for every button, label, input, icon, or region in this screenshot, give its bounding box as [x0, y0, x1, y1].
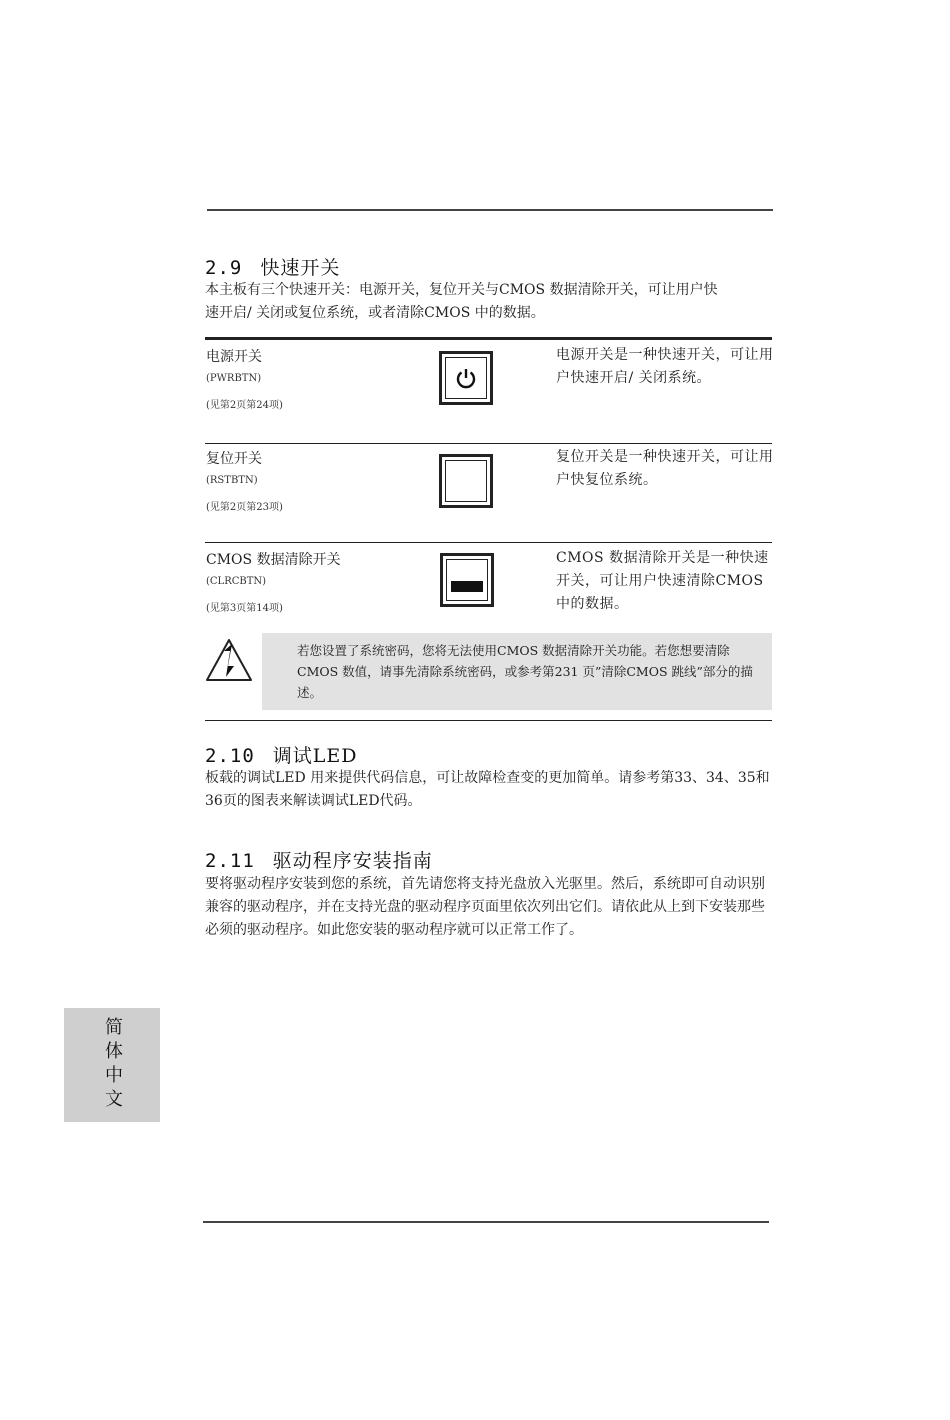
language-side-tab: [64, 1008, 160, 1122]
warning-lightning-icon: [204, 637, 254, 683]
section-2-9-intro: [205, 279, 772, 325]
note-text: 若您设置了系统密码，您将无法使用CMOS 数据清除开关功能。若您想要清除CMOS 数值，请事先清除系统密码，或参考第231 页”清除CMOS 跳线”部分的描述。: [297, 643, 753, 700]
row-divider: [205, 542, 772, 543]
switch-desc: 复位开关是一种快速开关，可让用户快复位系统。: [556, 449, 774, 488]
table-top-rule: [205, 337, 772, 340]
clear-cmos-switch-graphic: [440, 553, 494, 607]
section-title: 快速开关: [260, 257, 341, 279]
reset-switch-graphic: [439, 454, 493, 508]
switch-code: (CLRCBTN): [206, 576, 267, 587]
bottom-rule: [203, 1221, 769, 1223]
section-number: 2.9: [205, 257, 243, 279]
intro-line: 速开启/ 关闭或复位系统，或者清除CMOS 中的数据。: [205, 305, 545, 321]
table-bottom-rule: [205, 720, 772, 721]
switch-name: 复位开关: [206, 451, 262, 467]
switch-name: CMOS 数据清除开关: [206, 552, 341, 568]
switch-ref: (见第2页第24项): [206, 400, 283, 411]
switch-code: (PWRBTN): [206, 373, 262, 384]
switch-ref: (见第3页第14项): [206, 603, 283, 614]
section-2-11-heading: [205, 846, 433, 873]
switch-code: (RSTBTN): [206, 475, 258, 486]
switch-name: 电源开关: [206, 349, 262, 365]
section-2-10-body: 板载的调试LED 用来提供代码信息，可让故障检查变的更加简单。请参考第33、34、35和36页的图表来解读调试LED代码。: [205, 770, 770, 809]
switch-ref: (见第2页第23项): [206, 502, 283, 513]
clear-cmos-icon: [451, 581, 483, 592]
section-title: 调试LED: [272, 745, 358, 767]
language-label: 简体中文: [102, 1017, 123, 1113]
section-number: 2.10: [205, 745, 255, 767]
section-2-11-body: 要将驱动程序安装到您的系统，首先请您将支持光盘放入光驱里。然后，系统即可自动识别兼容的驱动程序，并在支持光盘的驱动程序页面里依次列出它们。请依此从上到下安装那些必须的驱动程序。如此您安装的驱动程序就可以正常工作了。: [205, 876, 765, 938]
top-rule: [207, 209, 773, 211]
switch-desc: 电源开关是一种快速开关，可让用户快速开启/ 关闭系统。: [556, 347, 774, 386]
section-number: 2.11: [205, 850, 255, 872]
power-icon: [454, 366, 478, 390]
reset-square-icon: [445, 460, 487, 502]
row-divider: [205, 443, 772, 444]
intro-line: 本主板有三个快速开关：电源开关，复位开关与CMOS 数据清除开关，可让用户快: [205, 282, 718, 298]
switch-desc: CMOS 数据清除开关是一种快速开关，可让用户快速清除CMOS 中的数据。: [556, 550, 769, 612]
power-switch-graphic: [439, 351, 493, 405]
section-2-10-heading: [205, 741, 358, 768]
section-title: 驱动程序安装指南: [272, 850, 433, 872]
section-2-9-heading: [205, 253, 340, 280]
